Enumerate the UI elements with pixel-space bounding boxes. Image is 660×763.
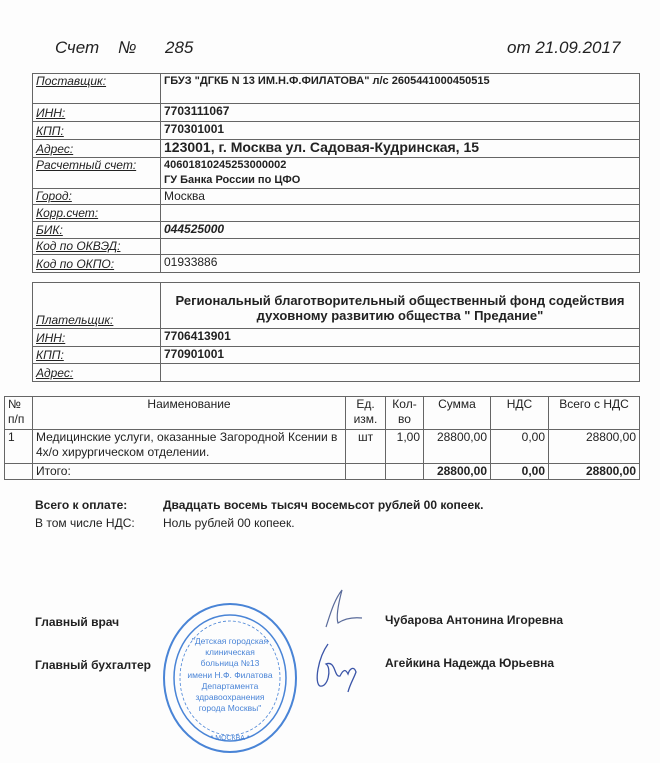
total-words: Двадцать восемь тысяч восемьсот рублей 00 копеек. [163, 498, 484, 512]
col-number: № п/п [5, 397, 33, 430]
chief-accountant-signature [310, 638, 370, 698]
field-label: Поставщик: [33, 74, 161, 104]
field-label: Адрес: [33, 364, 161, 382]
col-vat: НДС [491, 397, 549, 430]
col-sum: Сумма [424, 397, 491, 430]
field-label: ИНН: [33, 104, 161, 122]
svg-text:клиническая: клиническая [205, 647, 255, 657]
svg-text:Департамента: Департамента [201, 681, 259, 691]
invoice-label: Счет [55, 38, 100, 57]
chief-accountant-label: Главный бухгалтер [35, 658, 152, 672]
field-label: Корр.счет: [33, 205, 161, 222]
field-value: ГБУЗ "ДГКБ N 13 ИМ.Н.Ф.ФИЛАТОВА" л/с 2605441000450515 [161, 74, 640, 104]
field-label: Город: [33, 189, 161, 205]
field-value: 40601810245253000002 [164, 159, 287, 171]
field-label: КПП: [33, 122, 161, 140]
svg-text:* МОСКВА *: * МОСКВА * [210, 735, 250, 742]
items-table [4, 396, 640, 480]
vat-label: В том числе НДС: [35, 516, 135, 530]
row-vat: 0,00 [491, 430, 549, 464]
supplier-row [33, 74, 640, 104]
totals-sum: 28800,00 [424, 464, 491, 480]
chief-doctor-label: Главный врач [35, 615, 120, 629]
col-name: Наименование [33, 397, 346, 430]
field-value [161, 364, 640, 382]
total-label: Всего к оплате: [35, 498, 128, 512]
svg-text:"Детская городская: "Детская городская [191, 636, 269, 646]
stamp [160, 600, 300, 756]
payer-table [32, 282, 640, 382]
totals-vat: 0,00 [491, 464, 549, 480]
col-total: Всего с НДС [549, 397, 640, 430]
field-label: ИНН: [33, 329, 161, 347]
number-sign: № [118, 38, 137, 57]
field-label: Плательщик: [33, 283, 161, 329]
field-label: Адрес: [33, 140, 161, 158]
field-value: 770901001 [161, 347, 640, 364]
field-label: Код по ОКВЭД: [33, 239, 161, 255]
totals-total: 28800,00 [549, 464, 640, 480]
svg-text:больница №13: больница №13 [200, 658, 260, 668]
totals-row [5, 464, 640, 480]
field-value: 7703111067 [161, 104, 640, 122]
row-total: 28800,00 [549, 430, 640, 464]
chief-doctor-signature [320, 585, 380, 635]
row-name: Медицинские услуги, оказанные Загородной Ксении в 4х/о хирургическом отделении. [33, 430, 346, 464]
field-label: БИК: [33, 222, 161, 239]
field-value: 044525000 [161, 222, 640, 239]
field-value [161, 205, 640, 222]
chief-doctor-name: Чубарова Антонина Игоревна [385, 613, 564, 627]
bank-name: ГУ Банка России по ЦФО [164, 174, 301, 186]
vat-words: Ноль рублей 00 копеек. [163, 516, 295, 530]
field-label: КПП: [33, 347, 161, 364]
svg-text:здравоохранения: здравоохранения [195, 692, 265, 702]
svg-text:города Москвы": города Москвы" [198, 703, 262, 713]
totals-label: Итого: [33, 464, 346, 480]
invoice-date: от 21.09.2017 [507, 38, 621, 57]
field-value: 01933886 [161, 255, 640, 273]
header-row [5, 397, 640, 430]
col-qty: Кол-во [386, 397, 424, 430]
field-label: Расчетный счет: [33, 158, 161, 189]
svg-text:имени Н.Ф. Филатова: имени Н.Ф. Филатова [187, 670, 273, 680]
field-label: Код по ОКПО: [33, 255, 161, 273]
field-value: 770301001 [161, 122, 640, 140]
payer-name: Региональный благотворительный общественный фонд содействия духовному развитию общества " Предание" [161, 283, 640, 329]
field-value [161, 239, 640, 255]
col-unit: Ед. изм. [346, 397, 386, 430]
field-value: 123001, г. Москва ул. Садовая-Кудринская, 15 [161, 140, 640, 158]
field-value: Москва [161, 189, 640, 205]
row-unit: шт [346, 430, 386, 464]
invoice-number: 285 [165, 38, 194, 57]
row-sum: 28800,00 [424, 430, 491, 464]
table-row [5, 430, 640, 464]
supplier-table [32, 73, 640, 273]
chief-accountant-name: Агейкина Надежда Юрьевна [385, 656, 555, 670]
row-number: 1 [5, 430, 33, 464]
field-value: 7706413901 [161, 329, 640, 347]
row-qty: 1,00 [386, 430, 424, 464]
